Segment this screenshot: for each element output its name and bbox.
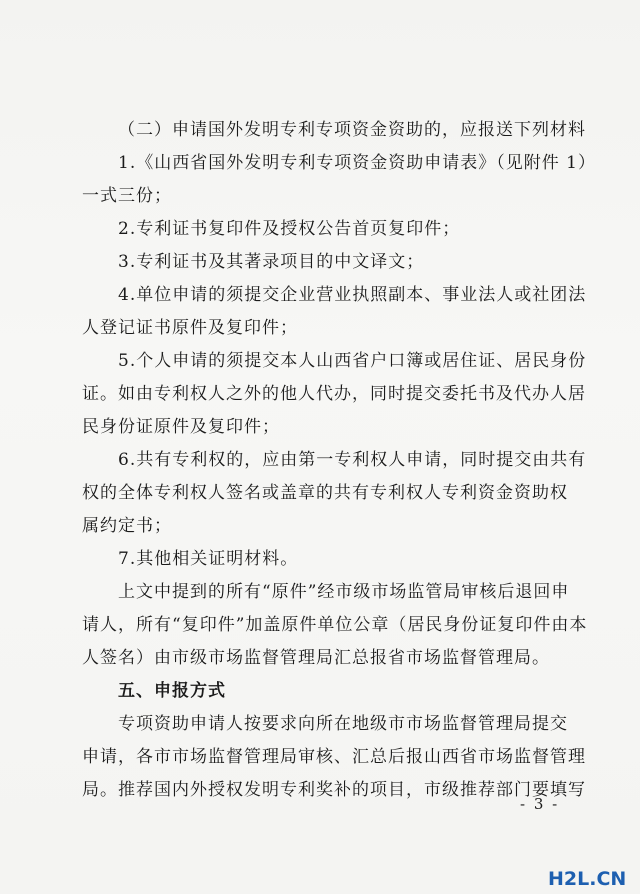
text-line: （二）申请国外发明专利专项资金资助的，应报送下列材料 [118, 120, 586, 140]
text-line: 7.其他相关证明材料。 [118, 549, 299, 569]
text-line: 4.单位申请的须提交企业营业执照副本、事业法人或社团法 [118, 285, 587, 305]
text-line: 2.专利证书复印件及授权公告首页复印件； [118, 219, 461, 239]
text-line: 5.个人申请的须提交本人山西省户口簿或居住证、居民身份 [118, 351, 587, 371]
text-line: 人签名）由市级市场监督管理局汇总报省市场监督管理局。 [82, 648, 550, 668]
text-line: 3.专利证书及其著录项目的中文译文； [118, 252, 425, 272]
text-line: 权的全体专利权人签名或盖章的共有专利权人专利资金资助权 [82, 483, 568, 503]
text-line: 民身份证原件及复印件； [82, 417, 280, 437]
site-watermark: H2L.CN [548, 868, 627, 890]
text-line: 人登记证书原件及复印件； [82, 318, 298, 338]
document-body [82, 114, 596, 807]
text-line: 申请，各市市场监督管理局审核、汇总后报山西省市场监督管理 [82, 747, 586, 767]
text-line: 专项资助申请人按要求向所在地级市市场监督管理局提交 [118, 714, 568, 734]
text-line: 属约定书； [82, 516, 172, 536]
text-line: 上文中提到的所有“原件”经市级市场监管局审核后退回申 [118, 582, 570, 602]
section-heading: 五、申报方式 [118, 681, 226, 701]
text-line: 6.共有专利权的，应由第一专利权人申请，同时提交由共有 [118, 450, 587, 470]
text-line: 请人，所有“复印件”加盖原件单位公章（居民身份证复印件由本 [82, 615, 588, 635]
page-number: - 3 - [520, 795, 560, 813]
text-line: 证。如由专利权人之外的他人代办，同时提交委托书及代办人居 [82, 384, 586, 404]
text-line: 一式三份； [82, 186, 172, 206]
text-line: 1.《山西省国外发明专利专项资金资助申请表》（见附件 1） [118, 153, 596, 173]
text-line: 局。推荐国内外授权发明专利奖补的项目，市级推荐部门要填写 [82, 780, 586, 800]
